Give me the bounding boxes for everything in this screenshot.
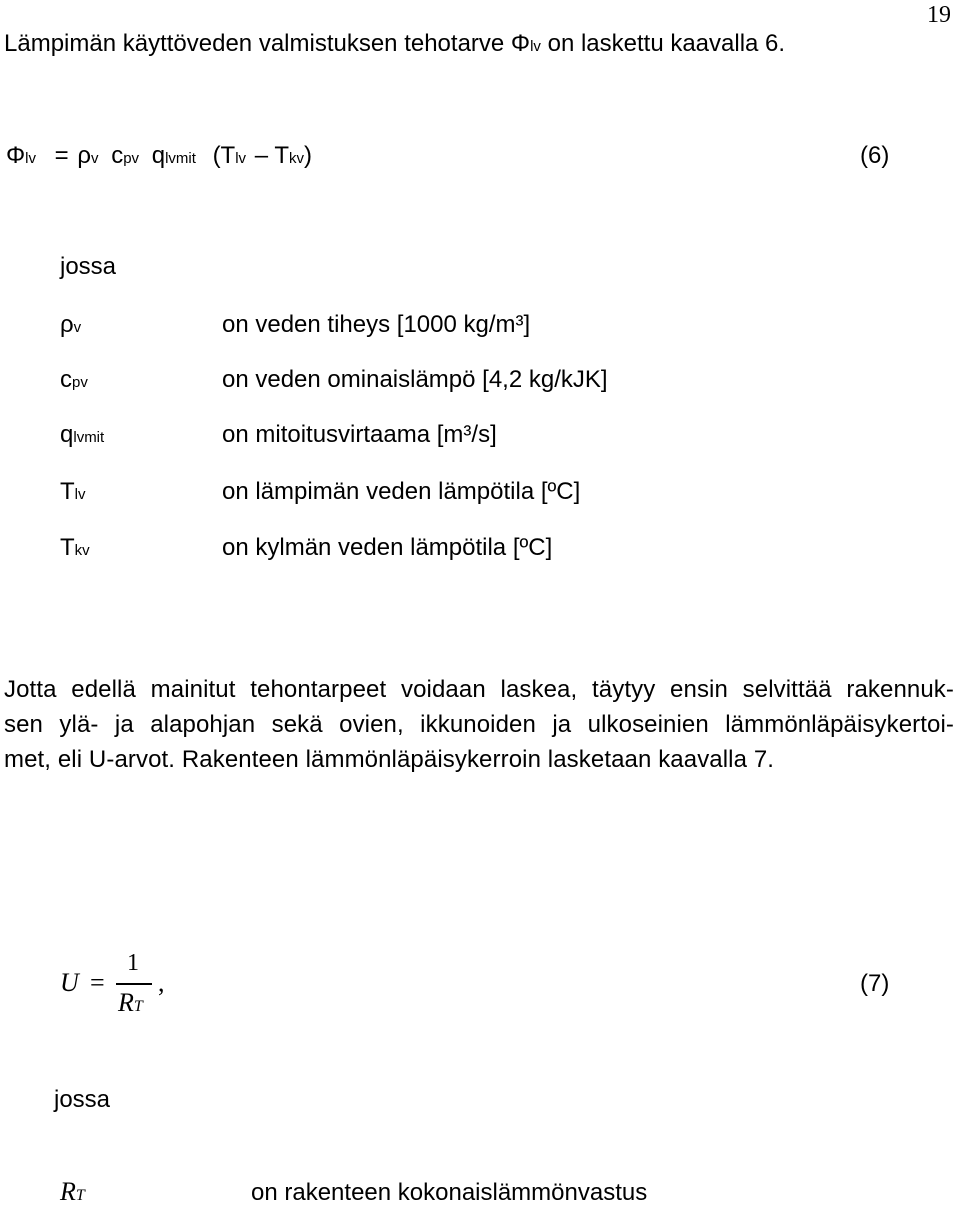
def-symbol-rt: RT — [60, 1177, 85, 1206]
equation-6: Φlv = ρv cpv qlvmit (Tlv – Tkv) — [6, 142, 312, 169]
equation-7-equals: = — [90, 968, 105, 997]
def-symbol-c: cpv — [60, 366, 88, 393]
def-desc-q: on mitoitusvirtaama [m³/s] — [222, 421, 497, 448]
equation-7-number: (7) — [860, 970, 890, 997]
jossa-label: jossa — [60, 253, 117, 280]
equation-7-comma: , — [158, 968, 165, 997]
fraction-bar — [116, 983, 152, 985]
def-desc-rt: on rakenteen kokonaislämmönvastus — [251, 1179, 648, 1206]
def-desc-rho: on veden tiheys [1000 kg/m³] — [222, 311, 531, 338]
def-desc-tkv: on kylmän veden lämpötila [ºC] — [222, 534, 553, 561]
equation-6-number: (6) — [860, 142, 890, 169]
def-symbol-tkv: Tkv — [60, 534, 90, 561]
jossa-label-2: jossa — [54, 1086, 111, 1113]
def-desc-c: on veden ominaislämpö [4,2 kg/kJK] — [222, 366, 608, 393]
def-symbol-q: qlvmit — [60, 421, 105, 448]
body-paragraph — [4, 672, 954, 777]
def-symbol-tlv: Tlv — [60, 478, 86, 505]
paragraph-line: Jotta edellä mainitut tehontarpeet voidaan laskea, täytyy ensin selvittää rakennuk- — [4, 676, 954, 703]
equation-7-lhs: U — [60, 968, 79, 997]
def-symbol-rho: ρv — [60, 311, 82, 338]
intro-text: Lämpimän käyttöveden valmistuksen tehotarve Φlv on laskettu kaavalla 6. — [4, 30, 786, 57]
paragraph-line: sen ylä- ja alapohjan sekä ovien, ikkunoiden ja ulkoseinien lämmönläpäisykertoi- — [4, 711, 954, 738]
page-number: 19 — [927, 2, 951, 28]
def-desc-tlv: on lämpimän veden lämpötila [ºC] — [222, 478, 581, 505]
equation-7-denominator: RT — [118, 988, 143, 1017]
paragraph-line: met, eli U-arvot. Rakenteen lämmönläpäisykerroin lasketaan kaavalla 7. — [4, 746, 775, 773]
equation-7-numerator: 1 — [127, 950, 139, 976]
